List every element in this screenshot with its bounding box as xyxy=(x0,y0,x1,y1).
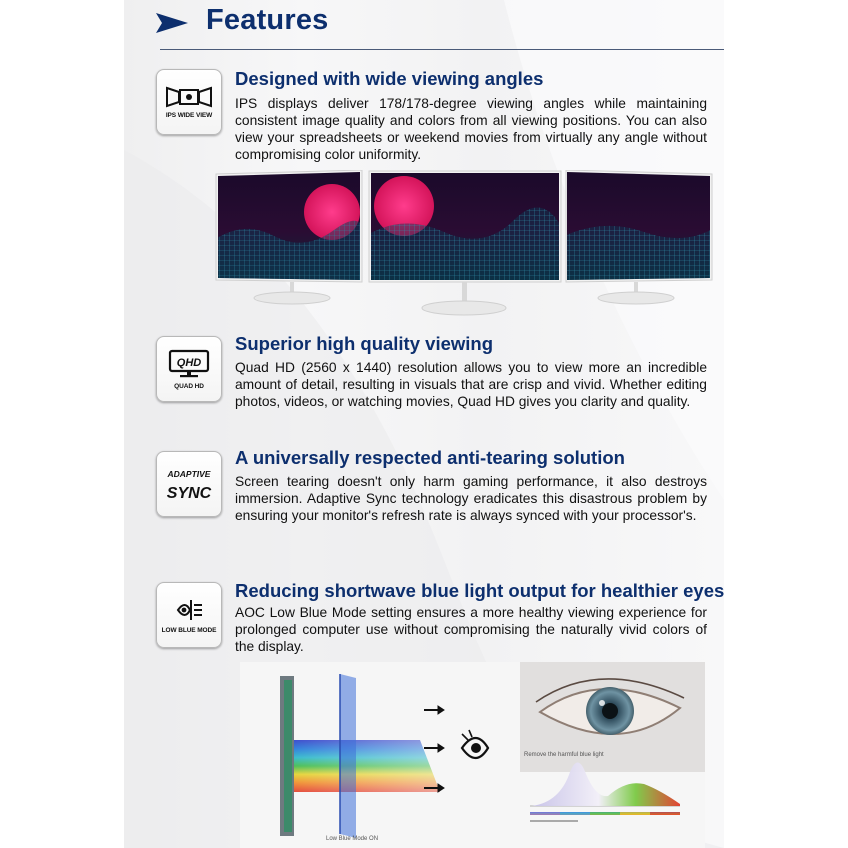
badge-caption: LOW BLUE MODE xyxy=(161,626,217,634)
monitors-illustration xyxy=(214,170,714,320)
section-title-wide-viewing: Designed with wide viewing angles xyxy=(235,68,544,89)
section-title-low-blue: Reducing shortwave blue light output for healthier eyes xyxy=(235,580,724,601)
small-eye-icon xyxy=(462,730,488,758)
adaptive-sync-logo xyxy=(162,464,216,504)
low-blue-eye-icon xyxy=(174,597,204,623)
svg-text:SYNC: SYNC xyxy=(166,485,212,502)
adaptive-sync-badge xyxy=(156,451,222,517)
low-blue-mode-badge xyxy=(156,582,222,648)
section-body-low-blue: AOC Low Blue Mode setting ensures a more healthy viewing experience for prolonged computer use without compromising the naturally vivid colors of the display. xyxy=(235,605,707,654)
header-arrow-icon xyxy=(156,13,188,33)
badge-caption: IPS WIDE VIEW xyxy=(165,111,213,119)
remove-blue-light-label: Remove the harmful blue light xyxy=(524,752,604,758)
qhd-monitor-icon xyxy=(168,349,210,379)
light-spectrum-graphic xyxy=(240,662,705,848)
section-body-quad-hd: Quad HD (2560 x 1440) resolution allows you to view more an incredible amount of detail, resulting in visuals that are crisp and vivid. Whether editing photos, videos, or watching movies, Quad HD gives you clarity and quality. xyxy=(235,360,707,409)
badge-caption: QUAD HD xyxy=(174,382,204,390)
ips-wide-view-icon xyxy=(165,86,213,108)
svg-text:ADAPTIVE: ADAPTIVE xyxy=(167,469,211,479)
section-body-adaptive-sync: Screen tearing doesn't only harm gaming performance, it also destroys immersion. Adaptive Sync technology eradicates this disastrous problem by ensuring your monitor's refresh rate is always synced with your processor's. xyxy=(235,474,707,523)
section-body-wide-viewing: IPS displays deliver 178/178-degree viewing angles while maintaining consistent image quality and colors from all viewing positions. You can also view your spreadsheets or weekend movies from virtually any angle without compromising color uniformity. xyxy=(235,96,707,162)
features-header xyxy=(124,0,724,52)
low-blue-mode-on-label: Low Blue Mode ON xyxy=(326,836,379,842)
svg-text:QHD: QHD xyxy=(176,356,202,369)
quad-hd-badge xyxy=(156,336,222,402)
header-rule xyxy=(160,49,724,50)
low-blue-illustration xyxy=(240,662,705,848)
features-page xyxy=(124,0,724,848)
section-title-quad-hd: Superior high quality viewing xyxy=(235,333,493,354)
section-title-adaptive-sync: A universally respected anti-tearing solution xyxy=(235,447,625,468)
page-title: Features xyxy=(206,4,329,36)
ips-wide-view-badge xyxy=(156,69,222,135)
